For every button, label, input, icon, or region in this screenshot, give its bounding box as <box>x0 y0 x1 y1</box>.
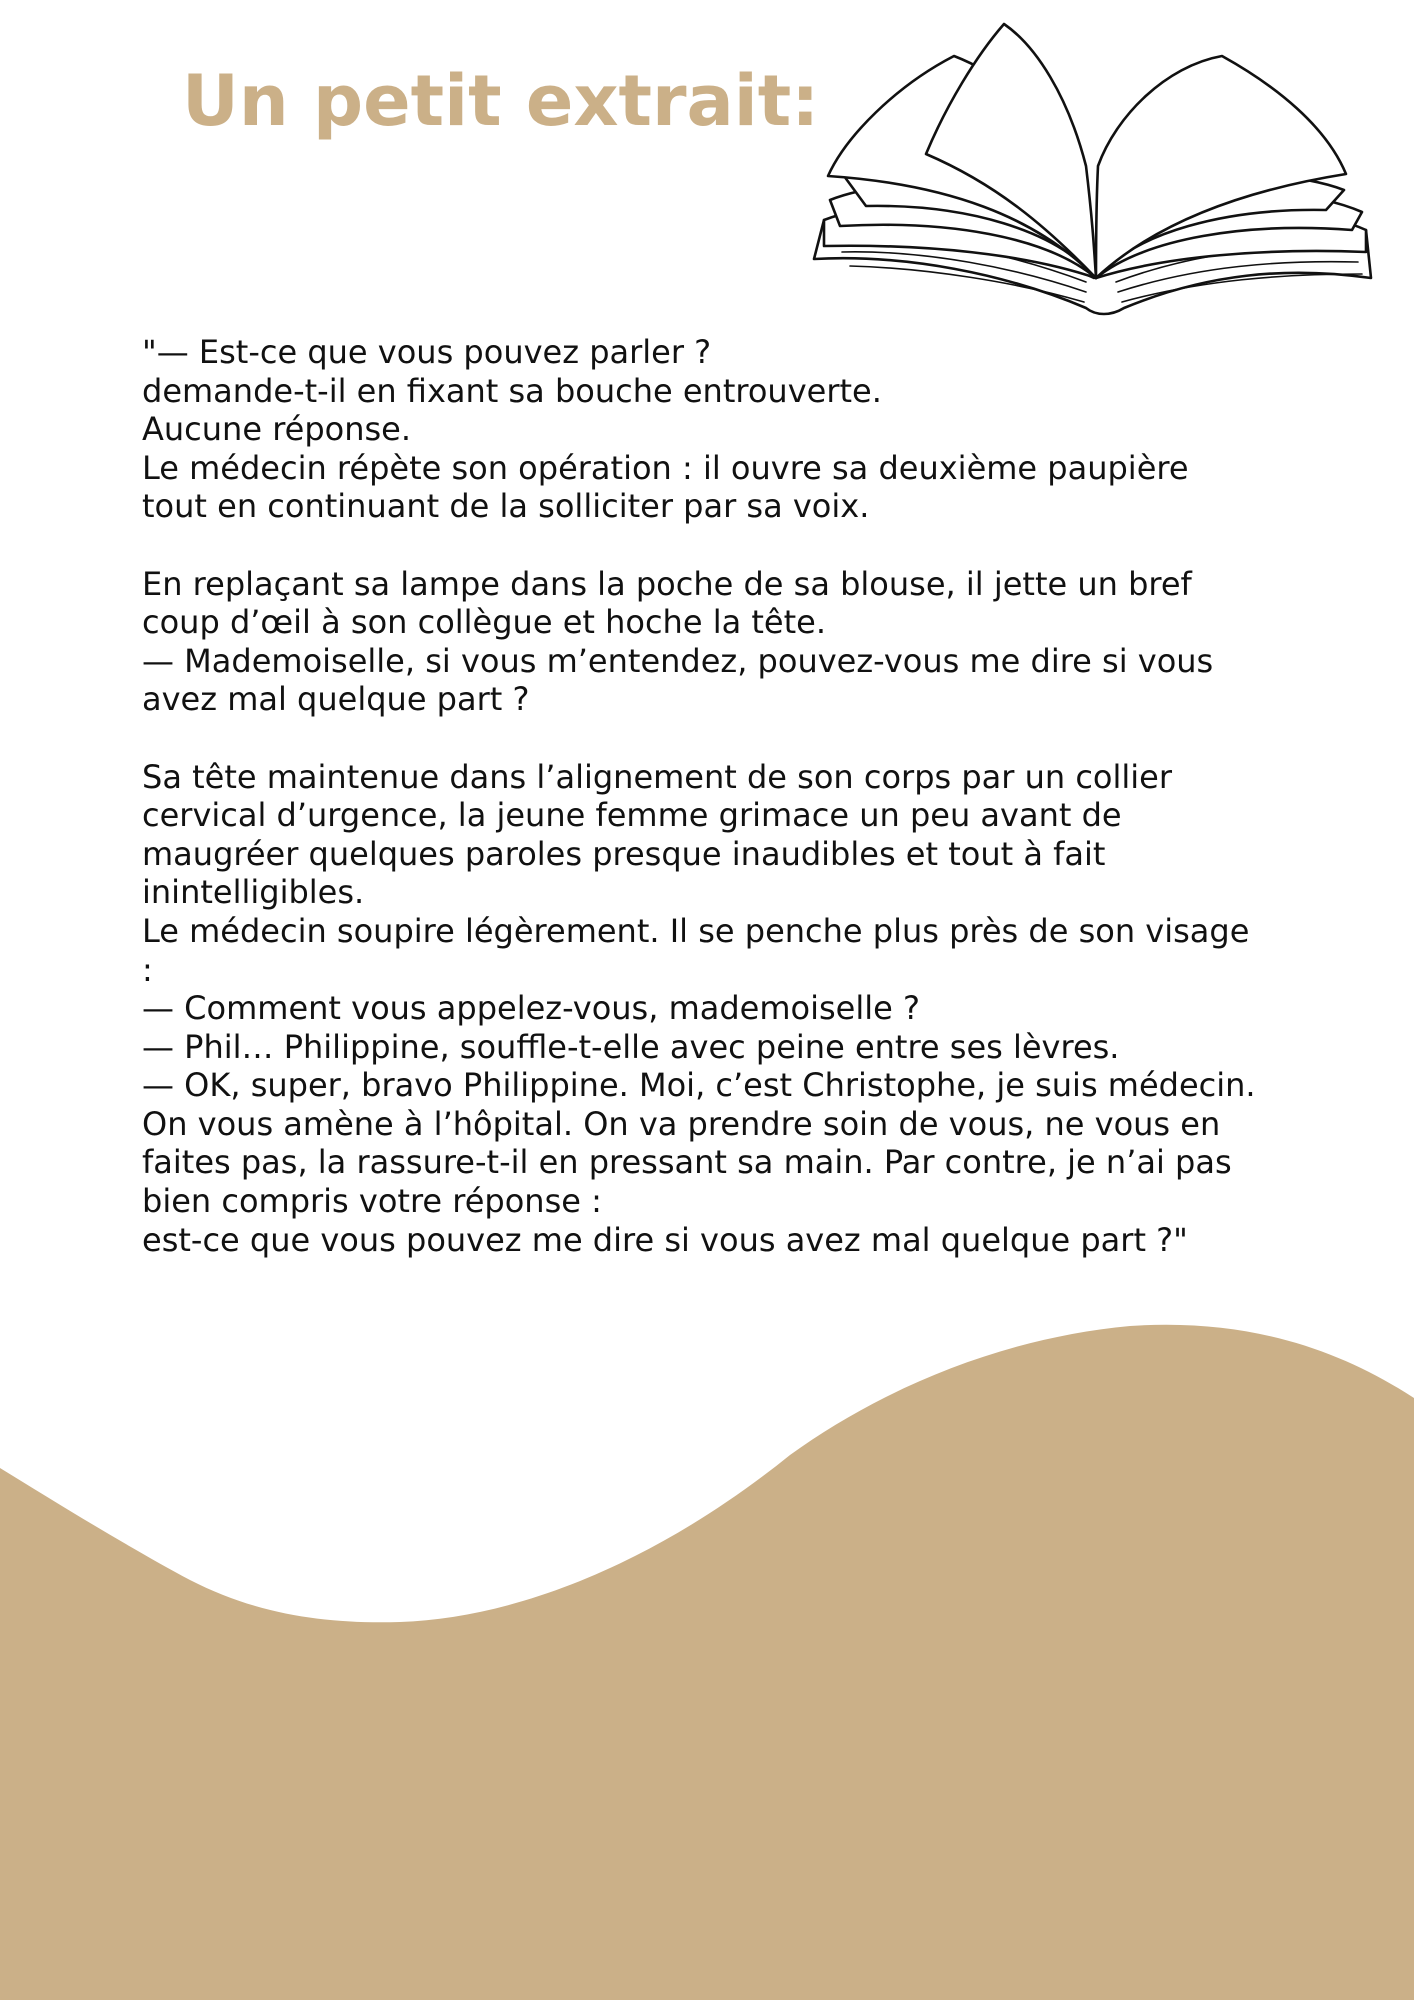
wave-shape <box>0 1325 1414 2000</box>
excerpt-paragraph-2: En replaçant sa lampe dans la poche de sa blouse, il jette un bref coup d’œil à son collègue et hoche la tête. — Mademoiselle, si vous m’entendez, pouvez-vous me dire si vous avez mal quelque part ? <box>142 564 1214 719</box>
open-book-icon <box>806 16 1376 346</box>
excerpt-paragraph-1: "— Est-ce que vous pouvez parler ? demande-t-il en fixant sa bouche entrouverte. Aucune réponse. Le médecin répète son opération : il ouvre sa deuxième paupière tout en continuant de la solliciter par sa voix. <box>142 333 1189 526</box>
excerpt-paragraph-3: Sa tête maintenue dans l’alignement de son corps par un collier cervical d’urgence, la jeune femme grimace un peu avant de maugréer quelques paroles presque inaudibles et tout à fait inintelligibles. Le médecin soupire légèrement. Il se penche plus près de son visage : — Comment vous appelez-vous, mademoiselle ? — Phil… Philippine, souffle-t-elle avec peine entre ses lèvres. — OK, super, bravo Philippine. Moi, c’est Christophe, je suis médecin. On vous amène à l’hôpital. On va prendre soin de vous, ne vous en faites pas, la rassure-t-il en pressant sa main. Par contre, je n’ai pas bien compris votre réponse : est-ce que vous pouvez me dire si vous avez mal quelque part ?" <box>142 757 1256 1259</box>
page-title: Un petit extrait: <box>182 60 820 142</box>
excerpt-text <box>142 333 1262 1259</box>
